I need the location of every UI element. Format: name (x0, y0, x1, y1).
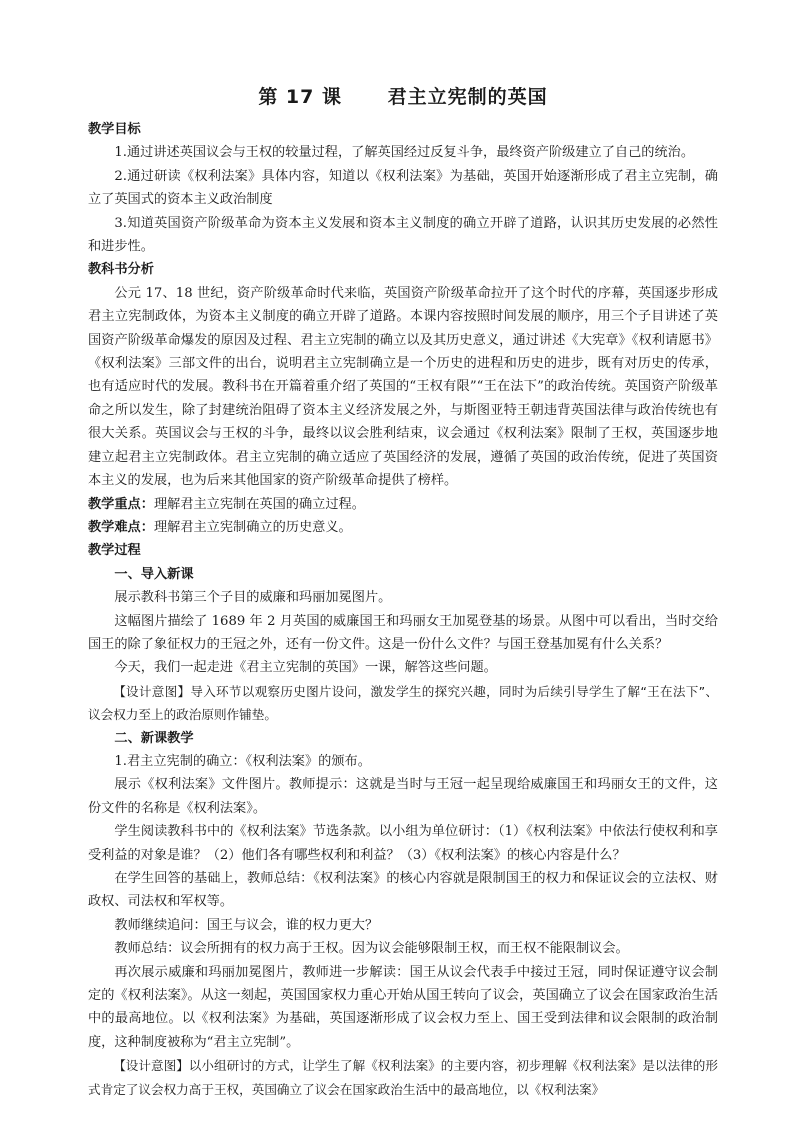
lesson-paragraph: 教师总结：议会所拥有的权力高于王权。因为议会能够限制王权，而王权不能限制议会。 (114, 941, 629, 957)
intro-paragraph: 这幅图片描绘了 1689 年 2 月英国的威廉国王和玛丽女王加冕登基的场景。从图中可以看出，当时交给国王的除了象征权力的王冠之外，还有一份文件。这是一份什么文件？与国王登基加冕有什么关系？ (88, 613, 718, 652)
analysis-paragraph: 公元 17、18 世纪，资产阶级革命时代来临，英国资产阶级革命拉开了这个时代的序幕，英国逐步形成君主立宪制政体，为资本主义制度的确立开辟了道路。本课内容按照时间发展的顺序，用三个子目讲述了英国资产阶级革命爆发的原因及过程、君主立宪制的确立以及其历史意义，通过讲述《大宪章》《权利请愿书》《权利法案》三部文件的出台，说明君主立宪制确立是一个历史的进程和历史的进步，既有对历史的传承，也有适应时代的发展。教科书在开篇着重介绍了英国的“王权有限”“王在法下”的政治传统。英国资产阶级革命之所以发生，除了封建统治阻碍了资本主义经济发展之外，与斯图亚特王朝违背英国法律与政治传统也有很大关系。英国议会与王权的斗争，最终以议会胜利结束，议会通过《权利法案》限制了王权，英国逐步地建立起君主立宪制政体。君主立宪制的确立适应了英国经济的发展，遵循了英国的政治传统，促进了英国资本主义的发展，也为后来其他国家的资产阶级革命提供了榜样。 (88, 285, 718, 489)
key-point (88, 493, 718, 516)
key-point-text: 理解君主立宪制在英国的确立过程。 (153, 496, 365, 512)
difficult-point-text: 理解君主立宪制确立的历史意义。 (153, 519, 352, 535)
objective-item: 1.通过讲述英国议会与王权的较量过程，了解英国经过反复斗争，最终资产阶级建立了自己的统治。 (114, 145, 695, 161)
page-title: 第 17 课 君主立宪制的英国 (258, 86, 548, 108)
design-intent-note: 【设计意图】以小组研讨的方式，让学生了解《权利法案》的主要内容，初步理解《权利法案》是以法律的形式肯定了议会权力高于王权，英国确立了议会在国家政治生活中的最高地位，以《权利法案》 (88, 1058, 718, 1097)
difficult-point (88, 516, 718, 539)
lesson-paragraph: 在学生回答的基础上，教师总结：《权利法案》的核心内容就是限制国王的权力和保证议会的立法权、财政权、司法权和军权等。 (88, 871, 718, 910)
intro-paragraph: 今天，我们一起走进《君主立宪制的英国》一课，解答这些问题。 (114, 660, 497, 676)
intro-heading: 一、导入新课 (114, 566, 194, 582)
lesson-paragraph: 学生阅读教科书中的《权利法案》节选条款。以小组为单位研讨：（1）《权利法案》中依法行使权利和享受利益的对象是谁？（2）他们各有哪些权利和利益？（3）《权利法案》的核心内容是什么？ (88, 824, 718, 863)
design-intent-note: 【设计意图】导入环节以观察历史图片设问，激发学生的探究兴趣，同时为后续引导学生了解“王在法下”、议会权力至上的政治原则作铺垫。 (88, 683, 718, 723)
objective-item: 3.知道英国资产阶级革命为资本主义发展和资本主义制度的确立开辟了道路，认识其历史发展的必然性和进步性。 (88, 215, 718, 255)
lesson-paragraph: 1.君主立宪制的确立：《权利法案》的颁布。 (114, 753, 371, 769)
process-heading: 教学过程 (88, 543, 141, 559)
objectives-heading: 教学目标 (88, 122, 141, 137)
lesson-paragraph: 再次展示威廉和玛丽加冕图片，教师进一步解读：国王从议会代表手中接过王冠，同时保证遵守议会制定的《权利法案》。从这一刻起，英国国家权力重心开始从国王转向了议会，英国确立了议会在国家政治生活中的最高地位。以《权利法案》为基础，英国逐渐形成了议会权力至上、国王受到法律和议会限制的政治制度，这种制度被称为“君主立宪制”。 (88, 964, 718, 1050)
difficult-point-label: 教学难点： (88, 519, 154, 535)
analysis-heading: 教科书分析 (88, 262, 154, 278)
new-lesson-heading: 二、新课教学 (114, 730, 194, 746)
key-point-label: 教学重点： (88, 496, 154, 512)
intro-paragraph: 展示教科书第三个子目的威廉和玛丽加冕图片。 (114, 590, 392, 606)
objective-item: 2.通过研读《权利法案》具体内容，知道以《权利法案》为基础，英国开始逐渐形成了君主立宪制，确立了英国式的资本主义政治制度 (88, 168, 718, 208)
lesson-paragraph: 展示《权利法案》文件图片。教师提示：这就是当时与王冠一起呈现给威廉国王和玛丽女王的文件，这份文件的名称是《权利法案》。 (88, 777, 718, 816)
lesson-paragraph: 教师继续追问：国王与议会，谁的权力更大？ (114, 917, 379, 933)
document-page (88, 82, 718, 1101)
